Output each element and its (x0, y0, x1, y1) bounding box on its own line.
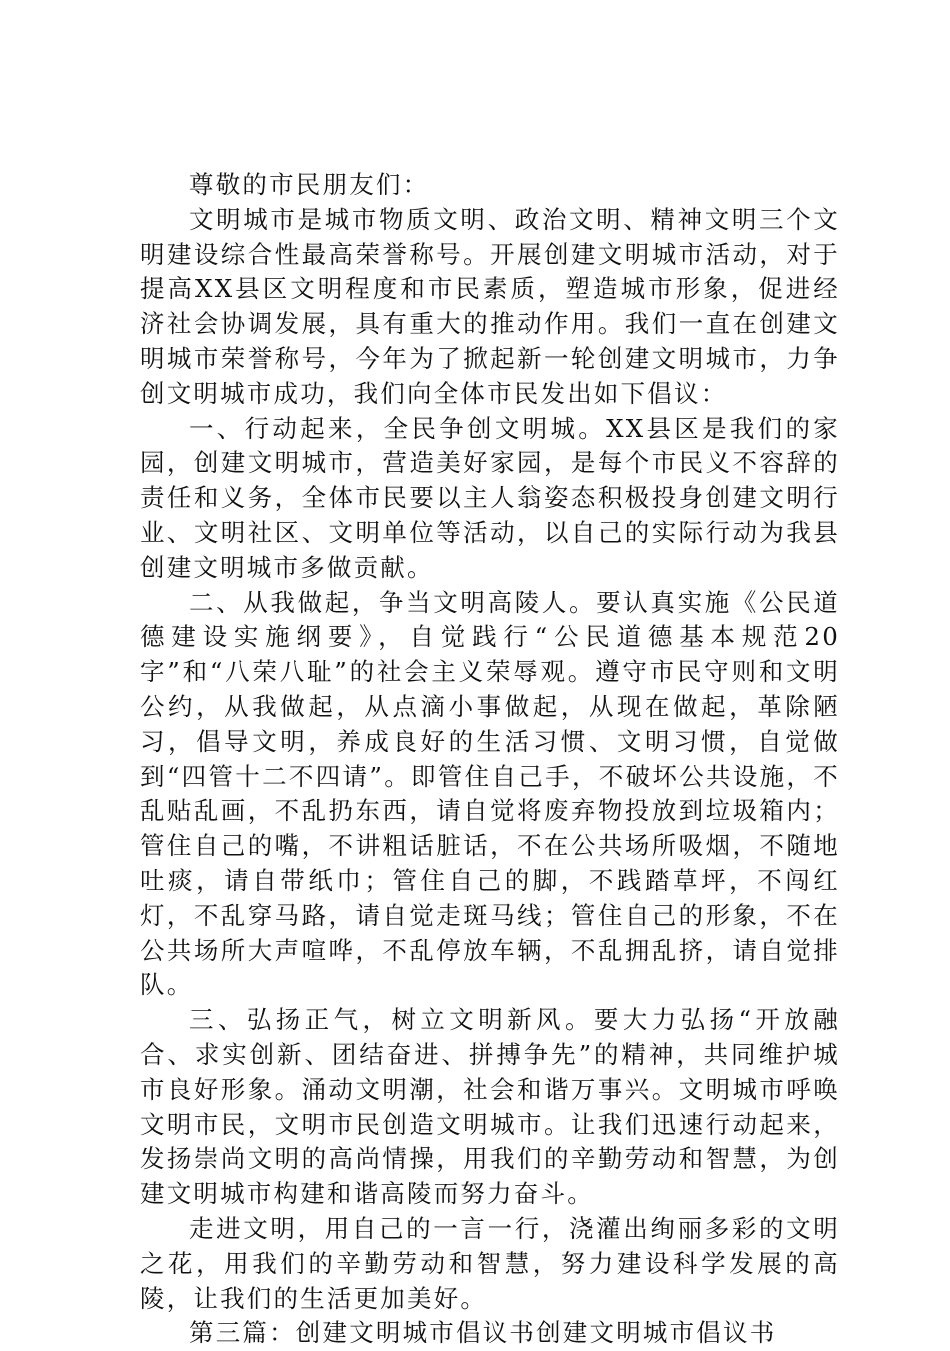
proposal-three-paragraph: 三、弘扬正气，树立文明新风。要大力弘扬“开放融合、求实创新、团结奋进、拼搏争先”的精神，共同维护城市良好形象。涌动文明潮，社会和谐万事兴。文明城市呼唤文明市民，文明市民创造文明城市。让我们迅速行动起来，发扬崇尚文明的高尚情操，用我们的辛勤劳动和智慧，为创建文明城市构建和谐高陵而努力奋斗。 (140, 1005, 840, 1209)
proposal-two-paragraph: 二、从我做起，争当文明高陵人。要认真实施《公民道德建设实施纲要》，自觉践行“公民道德基本规范20字”和“八荣八耻”的社会主义荣辱观。遵守市民守则和文明公约，从我做起，从点滴小事做起，从现在做起，革除陋习，倡导文明，养成良好的生活习惯、文明习惯，自觉做到“四管十二不四请”。即管住自己手，不破坏公共设施，不乱贴乱画，不乱扔东西，请自觉将废弃物投放到垃圾箱内；管住自己的嘴，不讲粗话脏话，不在公共场所吸烟，不随地吐痰，请自带纸巾；管住自己的脚，不践踏草坪，不闯红灯，不乱穿马路，请自觉走斑马线；管住自己的形象，不在公共场所大声喧哗，不乱停放车辆，不乱拥乱挤，请自觉排队。 (140, 587, 840, 1000)
closing-paragraph: 走进文明，用自己的一言一行，浇灌出绚丽多彩的文明之花，用我们的辛勤劳动和智慧，努力建设科学发展的高陵，让我们的生活更加美好。 (140, 1213, 840, 1313)
proposal-one-paragraph: 一、行动起来，全民争创文明城。XX县区是我们的家园，创建文明城市，营造美好家园，是每个市民义不容辞的责任和义务，全体市民要以主人翁姿态积极投身创建文明行业、文明社区、文明单位等活动，以自己的实际行动为我县创建文明城市多做贡献。 (140, 413, 840, 582)
greeting-line: 尊敬的市民朋友们： (189, 170, 430, 199)
intro-paragraph: 文明城市是城市物质文明、政治文明、精神文明三个文明建设综合性最高荣誉称号。开展创建文明城市活动，对于提高XX县区文明程度和市民素质，塑造城市形象，促进经济社会协调发展，具有重大的推动作用。我们一直在创建文明城市荣誉称号，今年为了掀起新一轮创建文明城市，力争创文明城市成功，我们向全体市民发出如下倡议： (140, 204, 840, 408)
document-body (140, 168, 840, 1351)
next-section-heading: 第三篇：创建文明城市倡议书创建文明城市倡议书 (189, 1318, 777, 1348)
